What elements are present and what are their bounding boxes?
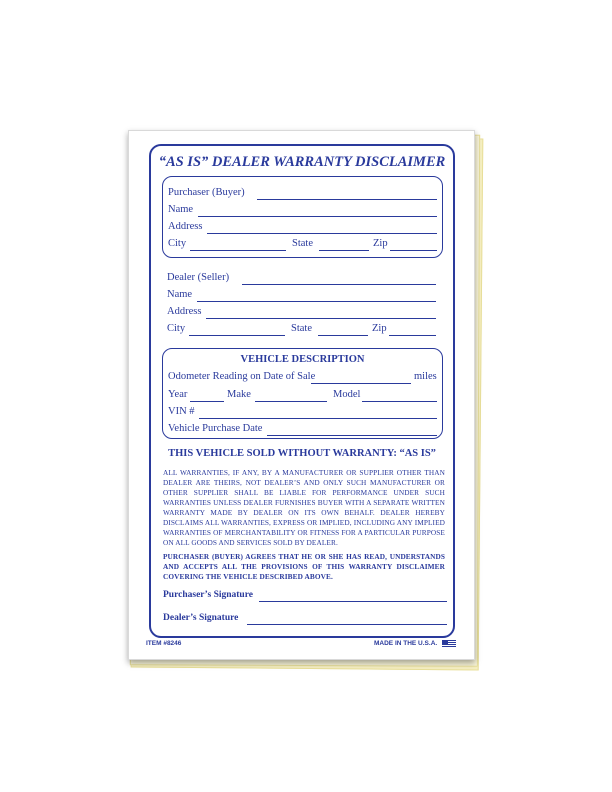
vin-label: VIN # [168,406,195,417]
vehicle-description-section [162,348,443,439]
dealer-state-field[interactable] [318,335,368,336]
purchaser-zip-label: Zip [373,238,388,249]
purchase-date-field[interactable] [267,435,437,436]
purchaser-city-field[interactable] [190,250,286,251]
purchaser-zip-field[interactable] [390,250,437,251]
purchaser-city-label: City [168,238,187,249]
dealer-address-field[interactable] [206,318,436,319]
item-number: ITEM #8246 [146,640,182,647]
purchaser-name-field[interactable] [198,216,437,217]
model-label: Model [333,389,361,400]
year-field[interactable] [190,401,224,402]
agreement-paragraph: PURCHASER (BUYER) AGREES THAT HE OR SHE HAS READ, UNDERSTANDS AND ACCEPTS ALL THE PROVISIONS OF THIS WARRANTY DISCLAIMER COVERING THE VEHICLE DESCRIBED ABOVE. [163,552,445,581]
miles-label: miles [414,371,437,382]
purchaser-section [162,176,443,258]
purchaser-state-label: State [292,238,313,249]
year-label: Year [168,389,188,400]
warranty-disclaimer-form [128,130,475,660]
dealer-state-label: State [291,323,312,334]
purchaser-address-field[interactable] [207,233,437,234]
purchase-date-label: Vehicle Purchase Date [168,423,263,434]
warranty-heading: THIS VEHICLE SOLD WITHOUT WARRANTY: “AS IS” [168,448,436,459]
dealer-heading: Dealer (Seller) [167,272,230,283]
make-field[interactable] [255,401,327,402]
dealer-city-field[interactable] [189,335,285,336]
dealer-zip-label: Zip [372,323,387,334]
form-border [149,144,455,638]
purchaser-field[interactable] [257,199,437,200]
dealer-name-label: Name [167,289,193,300]
purchaser-name-label: Name [168,204,194,215]
model-field[interactable] [362,401,437,402]
dealer-field[interactable] [242,284,436,285]
form-title: “AS IS” DEALER WARRANTY DISCLAIMER [158,154,446,170]
purchaser-signature-field[interactable] [259,601,447,602]
purchaser-signature-label: Purchaser’s Signature [163,590,253,600]
odometer-field[interactable] [311,383,411,384]
dealer-signature-label: Dealer’s Signature [163,613,239,623]
dealer-section [162,262,443,344]
disclaimer-paragraph: ALL WARRANTIES, IF ANY, BY A MANUFACTURER OR SUPPLIER OTHER THAN DEALER ARE THEIRS, NOT DEALER’S AND ONLY SUCH MANUFACTURER OR OTHER SUPPLIER SHALL BE LIABLE FOR PERFORMANCE UNDER SUCH WARRANTIES UNLESS DEALER FURNISHES BUYER WITH A SEPARATE WRITTEN WARRANTY MADE BY DEALER ON ITS OWN BEHALF. DEALER HEREBY DISCLAIMS ALL WARRANTIES, EXPRESS OR IMPLIED, INCLUDING ANY IMPLIED WARRANTIES OF MERCHANTABILITY OR FITNESS FOR A PARTICULAR PURPOSE ON ALL GOODS AND SERVICES SOLD BY DEALER. [163,468,445,547]
purchaser-state-field[interactable] [319,250,369,251]
vin-field[interactable] [199,418,437,419]
dealer-city-label: City [167,323,186,334]
make-label: Make [227,389,251,400]
made-in-usa: MADE IN THE U.S.A. [374,640,438,647]
vehicle-heading: VEHICLE DESCRIPTION [240,354,365,365]
dealer-address-label: Address [167,306,202,317]
us-flag-icon [442,640,456,648]
purchaser-heading: Purchaser (Buyer) [168,187,245,198]
dealer-zip-field[interactable] [389,335,436,336]
odometer-label: Odometer Reading on Date of Sale [168,371,316,382]
dealer-name-field[interactable] [197,301,436,302]
purchaser-address-label: Address [168,221,203,232]
dealer-signature-field[interactable] [247,624,447,625]
